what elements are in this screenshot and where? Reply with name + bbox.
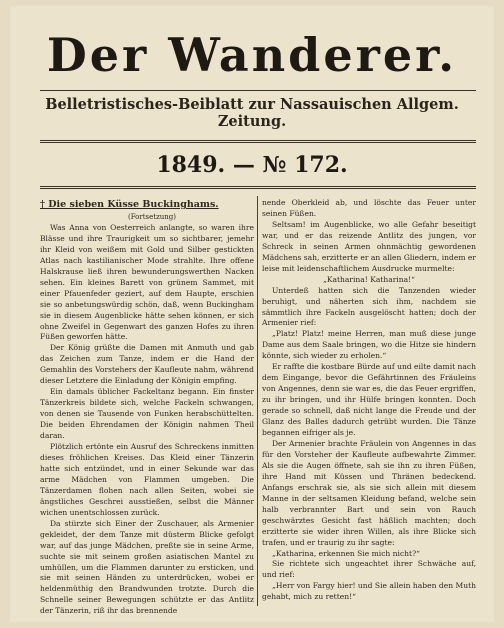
column-divider	[257, 196, 258, 606]
paragraph: Unterdeß hatten sich die Tanzenden wieder beruhigt, und näherten sich ihm, nachdem sie sämmtlich ihre Fackeln ausgelöscht hatten; doch der Armenier rief:	[262, 285, 476, 328]
paragraph: nende Oberkleid ab, und löschte das Feuer unter seinen Füßen.	[262, 198, 476, 218]
paragraph: Der Armenier brachte Fräulein von Angennes in das für den Vorsteher der Kaufleute aufbewahrte Zimmer. Als sie die Augen öffnete, sah sie ihn zu ihren Füßen, ihre Hand mit Küssen und Thränen bedeckend. Anfangs erschrak sie, als sie sich allein mit diesem Manne in der seltsamen Kleidung befand, welche sein halb verbrannter Bart und sein von Rauch geschwärztes Gesicht fast häßlich machten; doch erzitterte sie wider ihren Willen, als ihre Blicke sich trafen, und er traurig zu ihr sagte:	[262, 438, 476, 547]
quote: „Herr von Fargy hier! und Sie allein haben den Muth gehabt, mich zu retten!“	[262, 581, 476, 602]
quote: „Katharina, erkennen Sie mich nicht?“	[272, 548, 420, 558]
paragraph: Ein damals üblicher Fackeltanz begann. Ein finster Tänzerkreis bildete sich, welche Fackeln schwangen, von denen sie Tausende von Funken herabschüttelten. Die beiden Ehrendamen der Königin nahmen Theil daran.	[40, 387, 254, 441]
paragraph: Was Anna von Oesterreich anlangte, so waren ihre Blässe und ihre Traurigkeit um so sichtbarer, jemehr ihr Kleid von weißem mit Gold und Silber gestickten Atlas nach kastilianischer Mode strahlte. Ihre offene Halskrause ließ ihren bewunderungswerthen Nacken sehen. Ein kleines Barett von grünem Sammet, mit einer Pfauenfeder geziert, auf dem Haupte, erschien sie so anbetungswürdig schön, daß, wenn Buckingham sie in diesem Augenblicke hätte sehen können, er sich ohne Zweifel in Gegenwart des ganzen Hofes zu ihren Füßen geworfen hätte.	[40, 222, 254, 342]
paragraph: Sie richtete sich ungeachtet ihrer Schwäche auf, und rief:	[262, 559, 476, 580]
article-heading: † Die sieben Küsse Buckinghams.	[40, 199, 219, 210]
issue-number: 1849. — № 172.	[156, 152, 348, 178]
subtitle: Belletristisches-Beiblatt zur Nassauischen Allgem. Zeitung.	[45, 96, 459, 130]
left-column	[40, 198, 254, 617]
paragraph: „Platz! Platz! meine Herren, man muß diese junge Dame aus dem Saale bringen, wo die Hitze sie hindern könnte, sich wieder zu erholen.“	[262, 329, 476, 361]
issue-rule	[40, 186, 476, 189]
paragraph: Er raffte die kostbare Bürde auf und eilte damit nach dem Eingange, bevor die Gefährtinnen des Fräuleins von Angennes, denn sie war es, die das Feuer ergriffen, zu ihr bringen, und ihr Hülfe bringen konnten. Doch gerade so schnell, daß nicht lange die Freude und der Glanz des Balles dadurch getrübt wurden. Die Tänze begannen eifriger als je.	[262, 362, 477, 438]
subtitle-rule	[40, 140, 476, 143]
paragraph: Da stürzte sich Einer der Zuschauer, als Armenier gekleidet, der dem Tanze mit düsterm Blicke gefolgt war, auf das junge Mädchen, preßte sie in seine Arme, suchte sie mit seinem großen asiatischen Mantel zu umhüllen, um die Flammen darunter zu ersticken, und sie mit seinen Händen zu unterdrücken, wobei er heldenmüthig den Brandwunden trotzte. Durch die Schnelle seiner Bewegungen schützte er das Antlitz der Tänzerin, riß ihr das brennende	[40, 518, 254, 616]
masthead-rule	[40, 90, 476, 91]
masthead-title: Der Wanderer.	[46, 28, 458, 82]
right-column	[262, 198, 476, 603]
quote: „Katharina! Katharina!“	[322, 274, 416, 284]
paragraph: Der König grüßte die Damen mit Anmuth und gab das Zeichen zum Tanze, indem er die Hand der Gemahlin des Vorstehers der Kaufleute nahm, während dieser Letztere die Einladung der Königin empfing.	[40, 343, 254, 386]
newspaper-page	[10, 6, 494, 622]
paragraph: Seltsam! im Augenblicke, wo alle Gefahr beseitigt war, und er das reizende Antlitz des jungen, vor Schreck in seinen Armen ohnmächtig gewordenen Mädchens sah, erzitterte er an allen Gliedern, indem er leise mit leidenschaftlichem Ausdrucke murmelte:	[262, 219, 476, 273]
continuation-note: (Fortsetzung)	[127, 213, 177, 221]
paragraph: Plötzlich ertönte ein Ausruf des Schreckens inmitten dieses fröhlichen Kreises. Das Kleid einer Tänzerin hatte sich entzündet, und in einer Sekunde war das arme Mädchen von Flammen umgeben. Die Tänzerdamen flohen nach allen Seiten, wobei sie ängstliches Geschrei ausstießen, selbst die Männer wichen unentschlossen zurück.	[40, 442, 254, 517]
